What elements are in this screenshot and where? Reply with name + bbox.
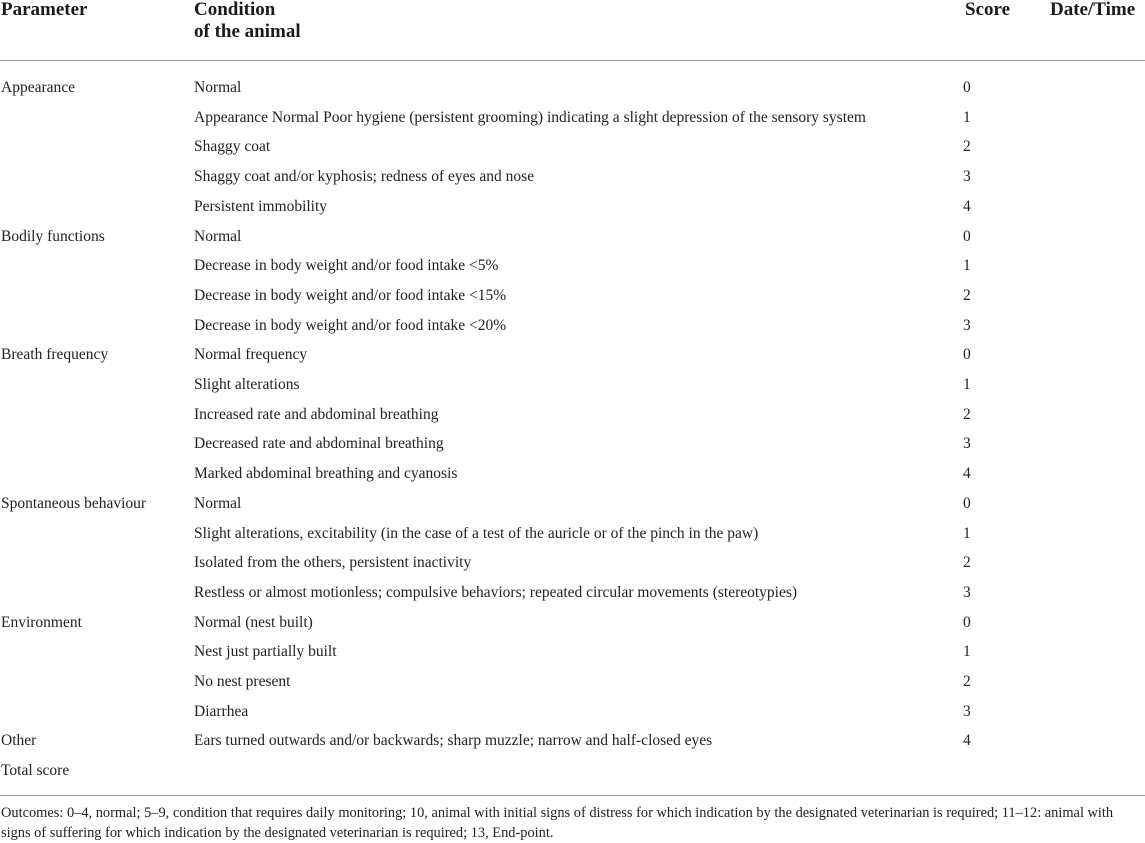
table-row (0, 495, 1145, 525)
cell-score: 4 (963, 197, 971, 215)
cell-score: 3 (963, 316, 971, 334)
cell-condition: Increased rate and abdominal breathing (194, 405, 439, 423)
table-row (0, 614, 1145, 644)
table-row (0, 168, 1145, 198)
cell-parameter: Other (1, 732, 37, 750)
cell-score: 2 (963, 673, 971, 690)
cell-condition: Slight alterations, excitability (in the case of a test of the auricle or of the pinch in the paw) (194, 524, 759, 542)
table-row (0, 257, 1145, 287)
cell-condition: Slight alterations (194, 376, 300, 393)
cell-score: 3 (963, 583, 971, 601)
cell-score: 0 (963, 346, 971, 364)
cell-score: 0 (963, 613, 971, 631)
cell-score: 4 (963, 732, 971, 750)
table-row (0, 346, 1145, 376)
table-row-total (0, 762, 1145, 792)
header-score: Score (965, 0, 1011, 20)
header-parameter: Parameter (1, 0, 88, 20)
table-row (0, 287, 1145, 317)
cell-condition: Shaggy coat (194, 138, 271, 156)
cell-condition: Normal frequency (194, 346, 308, 364)
cell-score: 2 (963, 405, 971, 423)
cell-parameter: Breath frequency (1, 346, 109, 364)
table-footnote: Outcomes: 0–4, normal; 5–9, condition that requires daily monitoring; 10, animal with initial signs of distress for which indication by the designated veterinarian is required; 11–12: animal with signs of suffering for which indication by the designated veterinarian is required; 13, End-point. (1, 805, 1114, 841)
table-row (0, 465, 1145, 495)
cell-score: 1 (963, 376, 971, 393)
cell-parameter: Environment (1, 613, 82, 631)
cell-condition: Nest just partially built (194, 643, 337, 661)
header-divider (0, 60, 1145, 61)
cell-condition: No nest present (194, 673, 291, 690)
cell-score: 3 (963, 435, 971, 453)
footer-divider (0, 795, 1145, 796)
cell-condition: Ears turned outwards and/or backwards; sharp muzzle; narrow and half-closed eyes (194, 732, 713, 750)
table-row (0, 703, 1145, 733)
cell-condition: Decrease in body weight and/or food intake <15% (194, 286, 507, 304)
cell-score: 0 (963, 227, 971, 245)
table-row (0, 138, 1145, 168)
cell-score: 1 (963, 257, 971, 275)
cell-condition: Decrease in body weight and/or food intake <5% (194, 257, 499, 275)
cell-score: 3 (963, 168, 971, 186)
cell-score: 4 (963, 465, 971, 483)
cell-condition: Shaggy coat and/or kyphosis; redness of eyes and nose (194, 168, 535, 186)
cell-score: 2 (963, 286, 971, 304)
cell-condition: Normal (nest built) (194, 613, 313, 631)
cell-condition: Normal (194, 494, 242, 512)
table-row (0, 435, 1145, 465)
cell-condition: Persistent immobility (194, 197, 328, 215)
cell-score: 2 (963, 554, 971, 572)
cell-parameter: Bodily functions (1, 227, 105, 245)
cell-condition: Normal (194, 227, 242, 245)
cell-score: 1 (963, 643, 971, 661)
table-row (0, 376, 1145, 406)
cell-score: 3 (963, 702, 971, 720)
cell-condition: Diarrhea (194, 702, 249, 720)
cell-condition: Decrease in body weight and/or food intake <20% (194, 316, 507, 334)
table-row (0, 732, 1145, 762)
table-row (0, 584, 1145, 614)
table-row (0, 198, 1145, 228)
table-row (0, 406, 1145, 436)
header-datetime: Date/Time (1050, 0, 1136, 20)
table-row (0, 79, 1145, 109)
table-row (0, 554, 1145, 584)
cell-condition: Decreased rate and abdominal breathing (194, 435, 444, 453)
header-condition-line1: Condition (194, 0, 276, 20)
cell-score: 0 (963, 79, 971, 96)
table-row (0, 673, 1145, 703)
header-condition (194, 0, 301, 43)
cell-score: 1 (963, 108, 971, 126)
table-row (0, 228, 1145, 258)
cell-condition: Restless or almost motionless; compulsive behaviors; repeated circular movements (stereotypies) (194, 583, 798, 601)
cell-score: 2 (963, 138, 971, 156)
cell-condition: Normal (194, 79, 242, 96)
table-row (0, 317, 1145, 347)
cell-score: 0 (963, 494, 971, 512)
cell-condition: Marked abdominal breathing and cyanosis (194, 465, 458, 483)
table-row (0, 109, 1145, 139)
table-row (0, 525, 1145, 555)
cell-parameter: Spontaneous behaviour (1, 494, 147, 512)
cell-score: 1 (963, 524, 971, 542)
cell-condition: Appearance Normal Poor hygiene (persistent grooming) indicating a slight depression of the sensory system (194, 108, 866, 126)
cell-condition: Isolated from the others, persistent inactivity (194, 554, 472, 572)
cell-parameter: Appearance (1, 79, 76, 96)
header-condition-line2: of the animal (194, 21, 301, 42)
cell-parameter: Total score (1, 762, 70, 780)
table-row (0, 643, 1145, 673)
